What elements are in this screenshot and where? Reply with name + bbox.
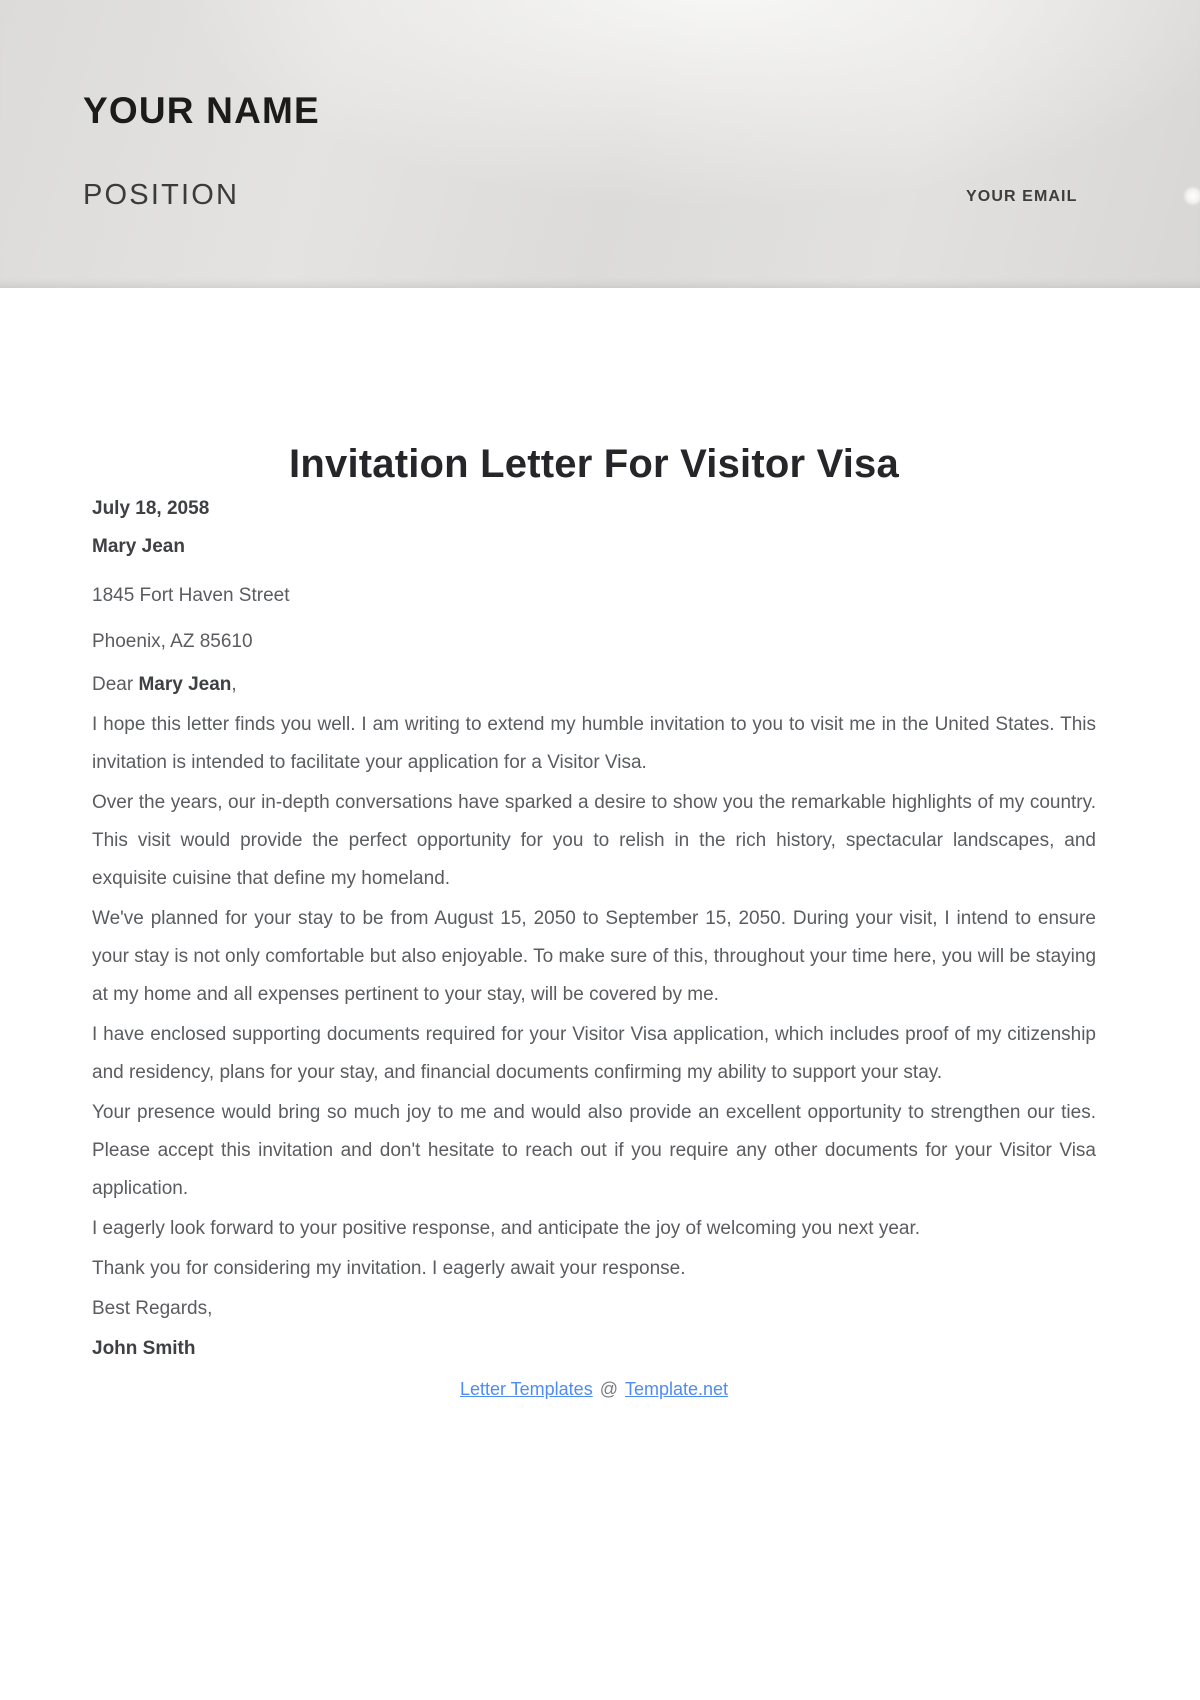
letter-paragraph: I have enclosed supporting documents required for your Visitor Visa application, which includes proof of my citizenship and residency, plans for your stay, and financial documents confirming my ability to support your stay. <box>92 1024 1096 1083</box>
letter-date: July 18, 2058 <box>92 498 210 519</box>
letter-paragraph: Over the years, our in-depth conversations have sparked a desire to show you the remarkable highlights of my country. This visit would provide the perfect opportunity for you to relish in the rich history, spectacular landscapes, and exquisite cuisine that define my homeland. <box>92 792 1096 889</box>
letter-paragraph: Your presence would bring so much joy to me and would also provide an excellent opportunity to strengthen our ties. Please accept this invitation and don't hesitate to reach out if you require any other documents for your Visitor Visa application. <box>92 1102 1096 1199</box>
salutation-recipient-name: Mary Jean <box>138 674 232 695</box>
footer-separator: @ <box>599 1379 618 1399</box>
salutation-suffix: , <box>231 674 237 695</box>
letter-paragraph: I hope this letter finds you well. I am writing to extend my humble invitation to you to visit me in the United States. This invitation is intended to facilitate your application for a Visitor Visa. <box>92 714 1096 773</box>
letter-paragraph: Thank you for considering my invitation. I eagerly await your response. <box>92 1258 686 1279</box>
letter-title: Invitation Letter For Visitor Visa <box>289 442 899 486</box>
letterhead-name: YOUR NAME <box>83 90 320 131</box>
letter-paragraph: I eagerly look forward to your positive response, and anticipate the joy of welcoming you next year. <box>92 1218 921 1239</box>
letter-templates-link[interactable]: Letter Templates <box>459 1379 593 1399</box>
letterhead-email: YOUR EMAIL <box>966 188 1078 205</box>
recipient-address-line1: 1845 Fort Haven Street <box>92 585 290 606</box>
header-highlight-dot <box>1183 186 1200 206</box>
sender-signature: John Smith <box>92 1338 196 1359</box>
salutation-prefix: Dear <box>92 674 139 695</box>
recipient-name: Mary Jean <box>92 536 185 557</box>
footer-credit <box>92 1376 1096 1402</box>
letter-content <box>0 440 1200 1402</box>
recipient-address-line2: Phoenix, AZ 85610 <box>92 631 253 652</box>
letter-paragraph: We've planned for your stay to be from August 15, 2050 to September 15, 2050. During your visit, I intend to ensure your stay is not only comfortable but also enjoyable. To make sure of this, throughout your time here, you will be staying at my home and all expenses pertinent to your stay, will be covered by me. <box>92 908 1097 1005</box>
letterhead <box>0 0 1200 288</box>
letterhead-position: POSITION <box>83 179 240 211</box>
template-net-link[interactable]: Template.net <box>624 1379 729 1399</box>
salutation <box>92 666 1096 704</box>
letter-closing: Best Regards, <box>92 1298 213 1319</box>
